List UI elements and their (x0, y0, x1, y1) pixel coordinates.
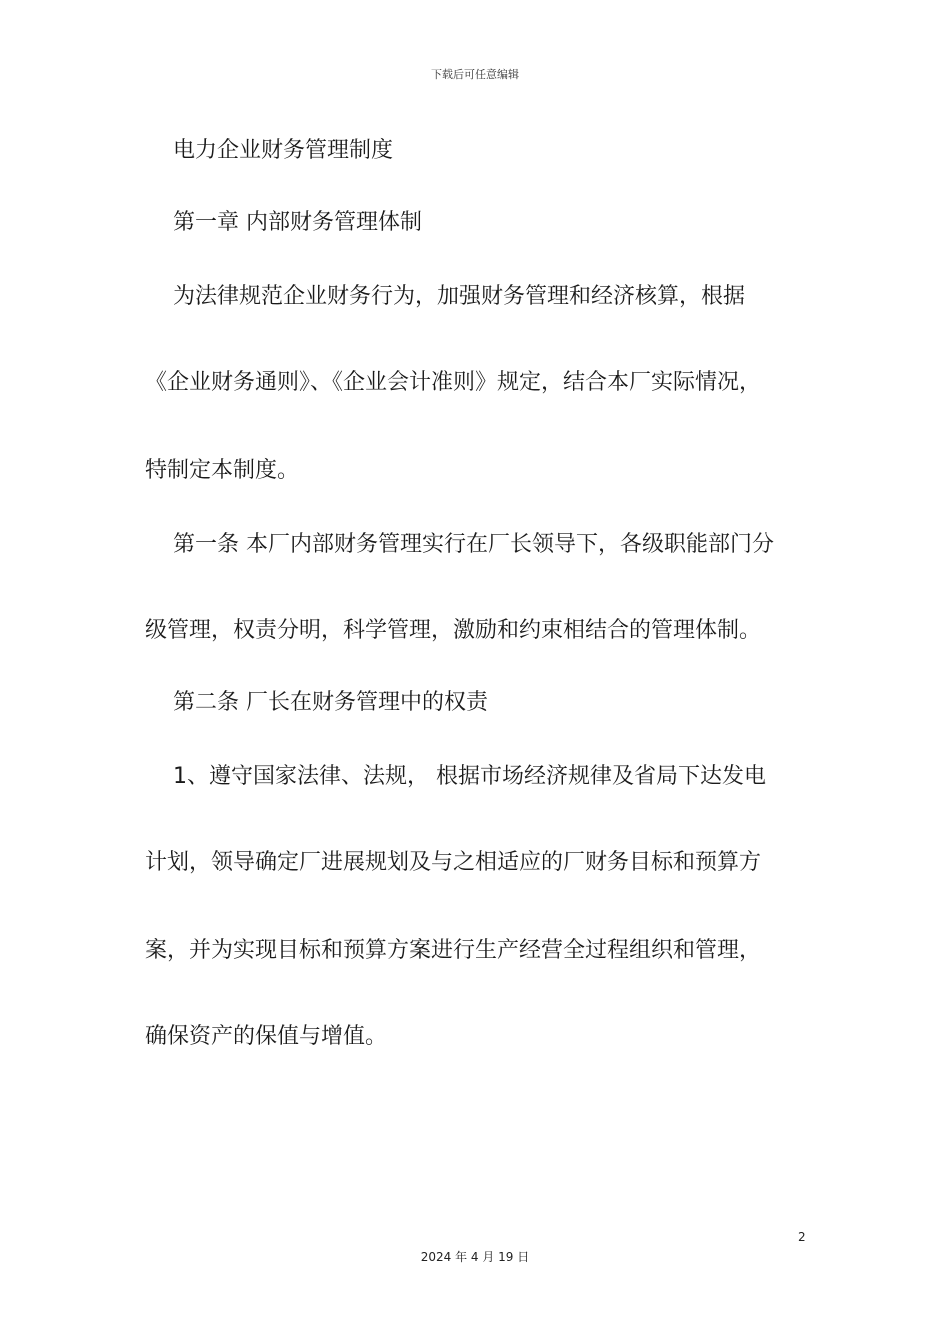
list-item-line: 确保资产的保值与增值。 (145, 1024, 388, 1049)
paragraph-line: 《企业财务通则》、《企业会计准则》规定，结合本厂实际情况， (145, 370, 762, 395)
list-item-line: 案，并为实现目标和预算方案进行生产经营全过程组织和管理， (145, 938, 762, 963)
document-title: 电力企业财务管理制度 (173, 138, 394, 163)
page-number: 2 (798, 1230, 806, 1244)
article-line: 第一条 本厂内部财务管理实行在厂长领导下，各级职能部门分 (173, 532, 774, 557)
article-line: 级管理，权责分明，科学管理，激励和约束相结合的管理体制。 (145, 618, 762, 643)
chapter-heading: 第一章 内部财务管理体制 (173, 210, 422, 235)
paragraph-line: 特制定本制度。 (145, 458, 300, 483)
list-item-line: 计划，领导确定厂进展规划及与之相适应的厂财务目标和预算方 (145, 850, 762, 875)
article-heading: 第二条 厂长在财务管理中的权责 (173, 690, 488, 715)
header-note: 下载后可任意编辑 (431, 68, 519, 81)
list-item-line: 1、遵守国家法律、法规， 根据市场经济规律及省局下达发电 (173, 764, 766, 789)
footer-date: 2024 年 4 月 19 日 (420, 1250, 530, 1264)
paragraph-line: 为法律规范企业财务行为，加强财务管理和经济核算，根据 (173, 284, 746, 309)
